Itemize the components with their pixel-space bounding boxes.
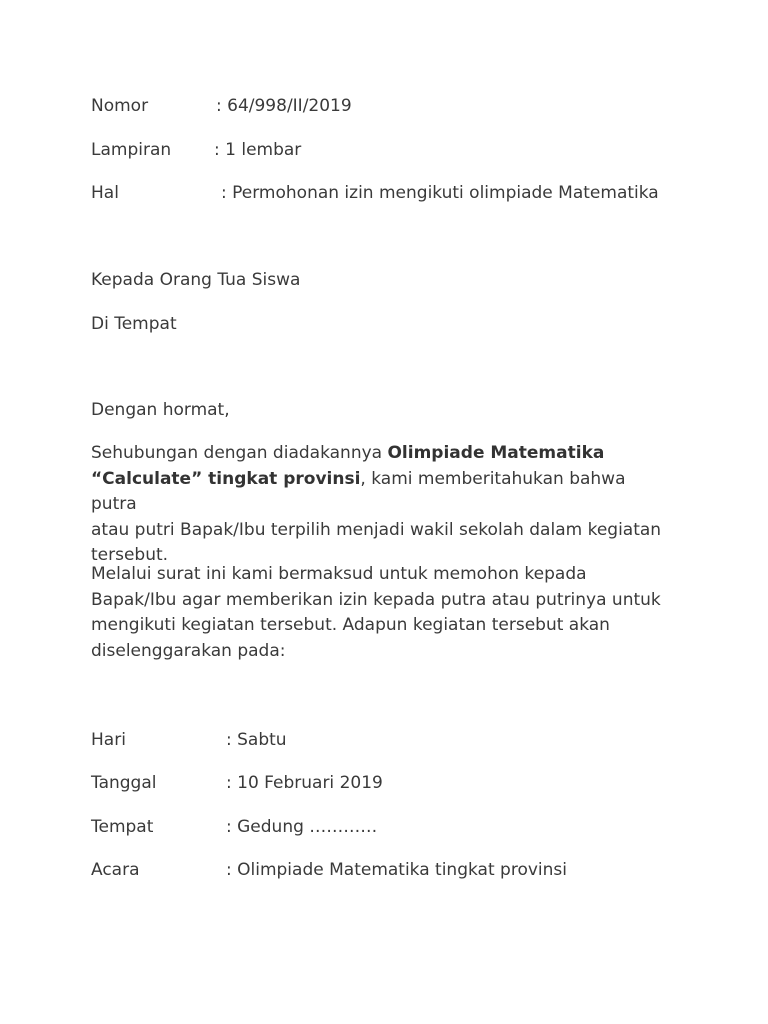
lampiran-label: Lampiran: [91, 140, 172, 160]
paragraph-2-line2: Bapak/Ibu agar memberikan izin kepada putra atau putrinya untuk: [91, 589, 661, 610]
tempat-value: : Gedung …………: [226, 817, 378, 837]
lampiran-value: : 1 lembar: [214, 140, 302, 160]
hal-value: : Permohonan izin mengikuti olimpiade Matematika: [221, 183, 659, 203]
acara-value: : Olimpiade Matematika tingkat provinsi: [226, 860, 567, 880]
hal-label: Hal: [91, 183, 119, 203]
tanggal-label: Tanggal: [91, 773, 157, 793]
addressee-line1: Kepada Orang Tua Siswa: [91, 270, 301, 290]
paragraph-1-line4: tersebut.: [91, 545, 169, 565]
paragraph-1-line3: atau putri Bapak/Ibu terpilih menjadi wakil sekolah dalam kegiatan: [91, 519, 662, 540]
acara-label: Acara: [91, 860, 140, 880]
nomor-value: : 64/998/II/2019: [216, 96, 352, 116]
paragraph-1-bold-1: Olimpiade Matematika: [387, 443, 605, 463]
paragraph-1-bold-2: “Calculate” tingkat provinsi: [91, 468, 361, 489]
paragraph-2: [91, 562, 671, 664]
paragraph-1-line2: [91, 467, 671, 518]
nomor-label: Nomor: [91, 96, 149, 116]
hari-label: Hari: [91, 730, 126, 750]
tempat-label: Tempat: [91, 817, 154, 837]
salutation: Dengan hormat,: [91, 400, 230, 420]
tanggal-value: : 10 Februari 2019: [226, 773, 383, 793]
addressee-line2: Di Tempat: [91, 314, 177, 334]
paragraph-1: [91, 441, 671, 569]
paragraph-2-line3: mengikuti kegiatan tersebut. Adapun kegiatan tersebut akan: [91, 615, 610, 635]
paragraph-2-line1: Melalui surat ini kami bermaksud untuk memohon kepada: [91, 564, 587, 584]
hari-value: : Sabtu: [226, 730, 287, 750]
paragraph-1-rest: , kami memberitahukan bahwa putra: [91, 468, 626, 514]
paragraph-2-line4: diselenggarakan pada:: [91, 640, 286, 661]
paragraph-1-intro: Sehubungan dengan diadakannya: [91, 443, 388, 463]
paragraph-1-line1: [91, 441, 671, 467]
